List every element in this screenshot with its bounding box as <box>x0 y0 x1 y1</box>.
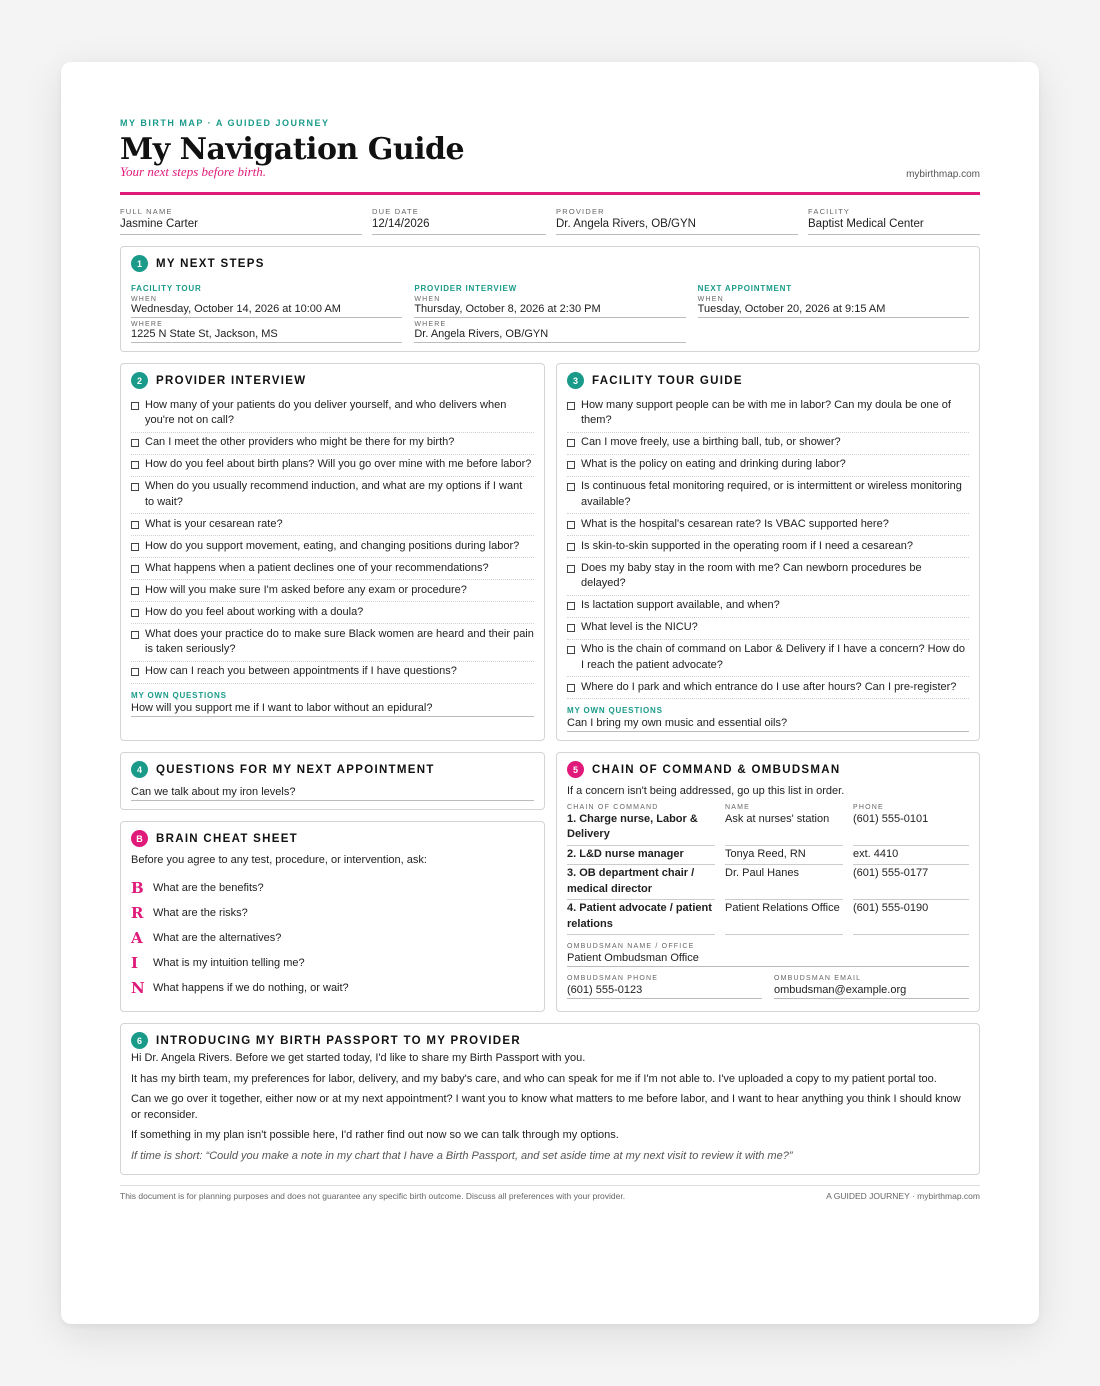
question-item[interactable] <box>131 514 534 536</box>
ombudsman-name-field: OMBUDSMAN NAME / OFFICE Patient Ombudsman Office <box>567 943 969 967</box>
question-text: Is lactation support available, and when? <box>581 599 780 611</box>
section-title: INTRODUCING MY BIRTH PASSPORT TO MY PROVIDER <box>156 1034 521 1047</box>
own-question-field[interactable]: How will you support me if I want to labor without an epidural? <box>131 700 534 717</box>
question-item[interactable] <box>131 433 534 455</box>
brain-intro: Before you agree to any test, procedure, or intervention, ask: <box>131 854 427 866</box>
question-item[interactable] <box>131 580 534 602</box>
brain-list <box>131 879 534 997</box>
facility-tour-step: FACILITY TOUR WHEN Wednesday, October 14, 2026 at 10:00 AM WHERE 1225 N State St, Jackson, MS <box>131 284 402 343</box>
checkbox[interactable] <box>131 402 139 410</box>
next-steps-header <box>131 255 969 272</box>
provider-field: PROVIDER Dr. Angela Rivers, OB/GYN <box>556 207 798 235</box>
chain-role: 1. Charge nurse, Labor & Delivery <box>567 811 715 846</box>
chain-intro: If a concern isn't being addressed, go up this list in order. <box>567 785 845 797</box>
checkbox[interactable] <box>131 461 139 469</box>
step-number-badge: 5 <box>567 761 584 778</box>
brain-letter: A <box>131 928 143 947</box>
header <box>120 118 980 180</box>
script-paragraph: Can we go over it together, either now or at my next appointment? I want you to know what matters to me before labor, and I want to hear anything you think I should know or reconsider. <box>131 1093 961 1121</box>
brain-question: What are the benefits? <box>153 881 264 894</box>
question-item[interactable] <box>567 477 969 515</box>
chain-role: 3. OB department chair / medical director <box>567 865 715 900</box>
own-questions-label: MY OWN QUESTIONS <box>567 706 663 715</box>
appointment-question-field[interactable]: Can we talk about my iron levels? <box>131 784 534 801</box>
own-question-field[interactable]: Can I bring my own music and essential oils? <box>567 715 969 732</box>
column-header: PHONE <box>853 803 884 811</box>
question-text: Who is the chain of command on Labor & Delivery if I have a concern? How do I reach the patient advocate? <box>581 643 965 671</box>
question-text: Can I meet the other providers who might be there for my birth? <box>145 436 455 448</box>
checkbox[interactable] <box>131 631 139 639</box>
due-date-field: DUE DATE 12/14/2026 <box>372 207 546 235</box>
checkbox[interactable] <box>131 483 139 491</box>
ombudsman-phone-field: OMBUDSMAN PHONE (601) 555-0123 <box>567 975 762 999</box>
column-header: CHAIN OF COMMAND <box>567 803 659 811</box>
chain-phone[interactable]: (601) 555-0101 <box>853 811 969 846</box>
brain-item <box>131 954 534 972</box>
own-questions-label: MY OWN QUESTIONS <box>131 690 227 700</box>
checkbox[interactable] <box>567 543 575 551</box>
checkbox[interactable] <box>131 609 139 617</box>
document-content <box>120 118 980 1201</box>
section-title: BRAIN CHEAT SHEET <box>156 832 299 845</box>
site-link: mybirthmap.com <box>906 169 980 180</box>
chain-contact-name[interactable]: Dr. Paul Hanes <box>725 865 843 900</box>
question-item[interactable] <box>131 624 534 662</box>
question-text: How do you feel about working with a doula? <box>145 605 364 618</box>
question-item[interactable] <box>567 433 969 455</box>
question-text: When do you usually recommend induction, and what are my options if I want to wait? <box>145 480 523 508</box>
checkbox[interactable] <box>567 439 575 447</box>
checkbox[interactable] <box>567 565 575 573</box>
question-item[interactable] <box>567 455 969 477</box>
step-number-badge: 2 <box>131 372 148 389</box>
chain-role: 2. L&D nurse manager <box>567 846 715 866</box>
question-text: How do you support movement, eating, and changing positions during labor? <box>145 539 520 552</box>
brain-question: What happens if we do nothing, or wait? <box>153 981 349 994</box>
provider-interview-step: PROVIDER INTERVIEW WHEN Thursday, October 8, 2026 at 2:30 PM WHERE Dr. Angela Rivers, OB/GYN <box>414 284 685 343</box>
checkbox[interactable] <box>131 565 139 573</box>
checkbox[interactable] <box>567 684 575 692</box>
question-text: Does my baby stay in the room with me? Can newborn procedures be delayed? <box>581 561 922 589</box>
question-text: Where do I park and which entrance do I use after hours? Can I pre-register? <box>581 680 957 693</box>
question-text: What is the hospital's cesarean rate? Is VBAC supported here? <box>581 517 889 530</box>
checkbox[interactable] <box>567 483 575 491</box>
facility-field: FACILITY Baptist Medical Center <box>808 207 980 235</box>
lower-columns <box>120 752 980 1012</box>
question-text: How many of your patients do you deliver yourself, and who delivers when you're not on call? <box>145 398 507 426</box>
question-item[interactable] <box>131 477 534 515</box>
footer-brand: A GUIDED JOURNEY · mybirthmap.com <box>826 1191 980 1201</box>
next-appointment-card <box>120 752 545 810</box>
chain-contact-name[interactable]: Ask at nurses' station <box>725 811 843 846</box>
question-text: What level is the NICU? <box>581 621 698 633</box>
checkbox[interactable] <box>131 543 139 551</box>
section-title: MY NEXT STEPS <box>156 257 265 270</box>
question-item[interactable] <box>131 558 534 580</box>
question-item[interactable] <box>131 536 534 558</box>
birth-passport-card <box>120 1023 980 1175</box>
next-appointment-when: WHEN Tuesday, October 20, 2026 at 9:15 AM <box>698 296 969 318</box>
checkbox[interactable] <box>567 646 575 654</box>
step-number-badge: 1 <box>131 255 148 272</box>
checkbox[interactable] <box>567 402 575 410</box>
next-steps-card <box>120 246 980 352</box>
question-text: Is continuous fetal monitoring required, or is intermittent or wireless monitoring available? <box>581 480 962 508</box>
brain-item <box>131 904 534 922</box>
chain-phone[interactable]: (601) 555-0177 <box>853 865 969 900</box>
script-paragraph: Hi Dr. Angela Rivers. Before we get started today, I'd like to share my Birth Passport with you. <box>131 1052 586 1064</box>
question-columns <box>120 363 980 741</box>
kicker: MY BIRTH MAP · A GUIDED JOURNEY <box>120 118 330 128</box>
checkbox[interactable] <box>131 439 139 447</box>
checkbox[interactable] <box>567 461 575 469</box>
question-item[interactable] <box>567 618 969 640</box>
section-title: PROVIDER INTERVIEW <box>156 374 307 387</box>
question-text: Is skin-to-skin supported in the operating room if I need a cesarean? <box>581 539 914 552</box>
question-item[interactable] <box>131 662 534 684</box>
full-name-field: FULL NAME Jasmine Carter <box>120 207 362 235</box>
provider-interview-card <box>120 363 545 741</box>
question-text: What is the policy on eating and drinking during labor? <box>581 458 846 470</box>
question-item[interactable] <box>567 640 969 678</box>
question-text: Can I move freely, use a birthing ball, tub, or shower? <box>581 436 841 448</box>
question-text: How will you make sure I'm asked before any exam or procedure? <box>145 583 467 596</box>
question-item[interactable] <box>131 455 534 477</box>
section-title: CHAIN OF COMMAND & OMBUDSMAN <box>592 763 841 776</box>
facility-tour-card <box>556 363 980 741</box>
ombudsman-email-field: OMBUDSMAN EMAIL ombudsman@example.org <box>774 975 969 999</box>
header-rule <box>120 192 980 195</box>
chain-role: 4. Patient advocate / patient relations <box>567 900 715 935</box>
script-paragraph: If something in my plan isn't possible here, I'd rather find out now so we can talk through my options. <box>131 1129 619 1141</box>
brain-item <box>131 979 534 997</box>
brain-letter: R <box>131 903 144 922</box>
question-item[interactable] <box>567 596 969 618</box>
step-number-badge: 6 <box>131 1032 148 1049</box>
checkbox[interactable] <box>567 521 575 529</box>
short-time-script: If time is short: “Could you make a note in my chart that I have a Birth Passport, and set aside time at my next visit to review it with me?” <box>131 1149 793 1162</box>
question-text: How many support people can be with me in labor? Can my doula be one of them? <box>581 398 951 426</box>
facility-question-list <box>567 395 969 699</box>
brain-question: What are the alternatives? <box>153 931 282 944</box>
section-title: FACILITY TOUR GUIDE <box>592 374 743 387</box>
next-steps-grid <box>131 284 969 343</box>
chain-table <box>567 804 969 936</box>
question-item[interactable] <box>567 536 969 558</box>
question-item[interactable] <box>567 558 969 596</box>
question-item[interactable] <box>567 677 969 699</box>
chain-contact-name[interactable]: Patient Relations Office <box>725 900 843 935</box>
brain-badge: B <box>131 830 148 847</box>
brain-item <box>131 929 534 947</box>
question-item[interactable] <box>567 395 969 433</box>
provider-question-list <box>131 395 534 684</box>
brain-question: What are the risks? <box>153 906 248 919</box>
ombudsman-contact-row <box>567 975 969 1003</box>
checkbox[interactable] <box>131 587 139 595</box>
question-item[interactable] <box>131 395 534 433</box>
section-title: QUESTIONS FOR MY NEXT APPOINTMENT <box>156 763 435 776</box>
facility-tour-where: WHERE 1225 N State St, Jackson, MS <box>131 321 402 343</box>
question-text: How can I reach you between appointments if I have questions? <box>145 665 457 677</box>
provider-interview-when: WHEN Thursday, October 8, 2026 at 2:30 PM <box>414 296 685 318</box>
brain-item <box>131 879 534 897</box>
checkbox[interactable] <box>567 602 575 610</box>
brain-question: What is my intuition telling me? <box>153 956 305 969</box>
chain-phone[interactable]: ext. 4410 <box>853 846 969 866</box>
page-subtitle: Your next steps before birth. <box>120 164 267 179</box>
question-text: What does your practice do to make sure Black women are heard and their pain is taken seriously? <box>145 627 534 655</box>
chain-phone[interactable]: (601) 555-0190 <box>853 900 969 935</box>
disclaimer: This document is for planning purposes and does not guarantee any specific birth outcome. Discuss all preferences with your provider. <box>120 1191 626 1201</box>
chain-of-command-card <box>556 752 980 1012</box>
brain-letter: I <box>131 953 139 972</box>
provider-interview-where: WHERE Dr. Angela Rivers, OB/GYN <box>414 321 685 343</box>
checkbox[interactable] <box>131 521 139 529</box>
left-lower-column <box>120 752 545 1012</box>
checkbox[interactable] <box>131 668 139 676</box>
column-header: NAME <box>725 803 751 811</box>
step-number-badge: 4 <box>131 761 148 778</box>
question-text: How do you feel about birth plans? Will you go over mine with me before labor? <box>145 458 532 470</box>
facility-tour-when: WHEN Wednesday, October 14, 2026 at 10:00 AM <box>131 296 402 318</box>
footer <box>120 1185 980 1201</box>
checkbox[interactable] <box>567 624 575 632</box>
step-number-badge: 3 <box>567 372 584 389</box>
next-appointment-step: NEXT APPOINTMENT WHEN Tuesday, October 20, 2026 at 9:15 AM <box>698 284 969 343</box>
brain-card <box>120 821 545 1012</box>
brain-letter: B <box>131 878 144 897</box>
page-title: My Navigation Guide <box>120 132 465 167</box>
question-item[interactable] <box>131 602 534 624</box>
question-text: What happens when a patient declines one of your recommendations? <box>145 561 489 574</box>
chain-contact-name[interactable]: Tonya Reed, RN <box>725 846 843 866</box>
question-item[interactable] <box>567 514 969 536</box>
document-page <box>61 62 1039 1324</box>
info-row <box>120 207 980 235</box>
question-text: What is your cesarean rate? <box>145 517 283 530</box>
script-paragraph: It has my birth team, my preferences for labor, delivery, and my baby's care, and who can speak for me if I'm not able to. I've uploaded a copy to my patient portal too. <box>131 1072 937 1085</box>
brain-letter: N <box>131 978 145 997</box>
